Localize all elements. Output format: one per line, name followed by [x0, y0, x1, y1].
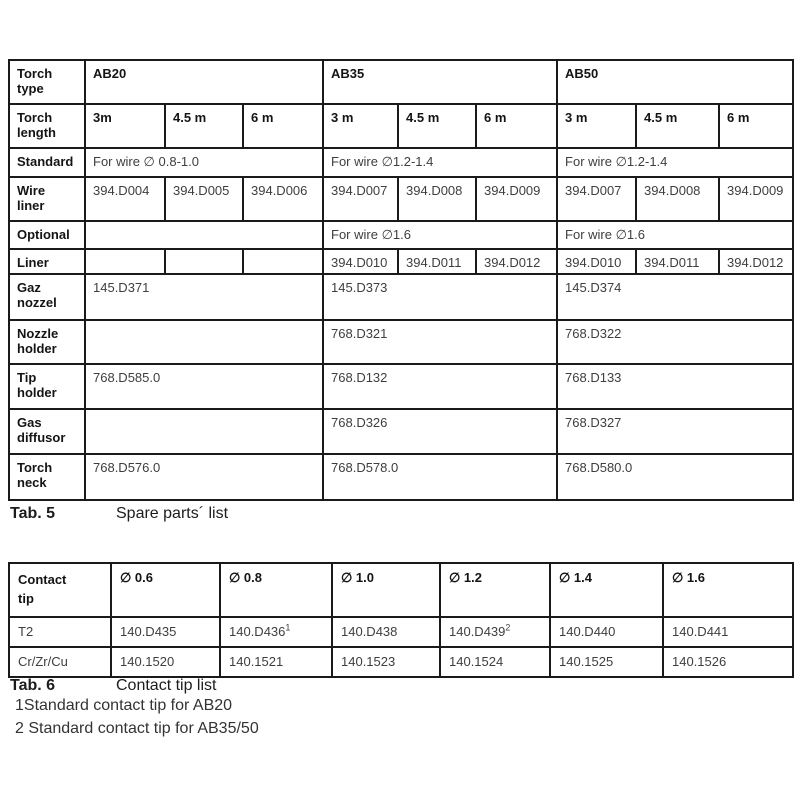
- contact-tip-cell: 140.1526: [663, 647, 793, 677]
- row-label-torch-length: [9, 104, 85, 148]
- optional-wire-ab35: For wire ∅1.6: [323, 221, 557, 249]
- row-t2: [9, 617, 793, 647]
- footnote-1: 1Standard contact tip for AB20: [15, 697, 233, 714]
- torch-length-cell: 4.5 m: [165, 104, 243, 148]
- standard-wire-ab50: For wire ∅1.2-1.4: [557, 148, 793, 177]
- torch-type-ab35: AB35: [323, 60, 557, 104]
- diameter-header: ∅ 1.0: [332, 563, 440, 617]
- row-gaz-nozzel: [9, 274, 793, 320]
- contact-tip-cell: [220, 617, 332, 647]
- part-number: 140.D435: [120, 624, 177, 639]
- optional-wire-ab20: [85, 221, 323, 249]
- table6-caption-label: Tab. 6: [10, 677, 56, 694]
- row-label-torch-neck: [9, 454, 85, 500]
- contact-tip-cell: [440, 617, 550, 647]
- spare-parts-table: [8, 59, 794, 501]
- row-label-text: Torch type: [17, 66, 53, 96]
- wire-liner-cell: 394.D006: [243, 177, 323, 221]
- contact-tip-cell: 140.1520: [111, 647, 220, 677]
- contact-tip-cell: 140.1524: [440, 647, 550, 677]
- contact-tip-cell: 140.1521: [220, 647, 332, 677]
- torch-neck-ab35: 768.D578.0: [323, 454, 557, 500]
- torch-length-cell: 4.5 m: [398, 104, 476, 148]
- nozzle-holder-ab35: 768.D321: [323, 320, 557, 364]
- standard-wire-ab35: For wire ∅1.2-1.4: [323, 148, 557, 177]
- table5-caption-label: Tab. 5: [10, 505, 56, 522]
- row-standard: [9, 148, 793, 177]
- torch-type-ab50: AB50: [557, 60, 793, 104]
- nozzle-holder-ab50: 768.D322: [557, 320, 793, 364]
- part-number: 140.D440: [559, 624, 616, 639]
- contact-tip-header-row: [9, 563, 793, 617]
- material-label-cr-zr-cu: Cr/Zr/Cu: [9, 647, 111, 677]
- diameter-header: ∅ 1.4: [550, 563, 663, 617]
- standard-wire-ab20: For wire ∅ 0.8-1.0: [85, 148, 323, 177]
- nozzle-holder-ab20: [85, 320, 323, 364]
- row-label-text: Standard: [17, 154, 74, 169]
- row-torch-type: [9, 60, 793, 104]
- gas-diffusor-ab35: 768.D326: [323, 409, 557, 454]
- contact-tip-cell: [663, 617, 793, 647]
- part-number: 140.D441: [672, 624, 729, 639]
- row-label-text: Torch length: [17, 110, 56, 140]
- row-label-gas-diffusor: [9, 409, 85, 454]
- torch-length-cell: 6 m: [476, 104, 557, 148]
- row-torch-length: [9, 104, 793, 148]
- row-cr-zr-cu: [9, 647, 793, 677]
- row-label-text: Nozzle holder: [17, 326, 59, 356]
- contact-tip-cell: 140.1523: [332, 647, 440, 677]
- row-label-text: Wire liner: [17, 183, 46, 213]
- table6-caption-text: Contact tip list: [116, 677, 217, 694]
- torch-length-cell: 3 m: [323, 104, 398, 148]
- row-label-standard: [9, 148, 85, 177]
- liner-cell: 394.D011: [636, 249, 719, 274]
- liner-cell: [165, 249, 243, 274]
- row-optional: [9, 221, 793, 249]
- wire-liner-cell: 394.D005: [165, 177, 243, 221]
- liner-cell: 394.D010: [323, 249, 398, 274]
- torch-length-cell: 4.5 m: [636, 104, 719, 148]
- liner-cell: 394.D010: [557, 249, 636, 274]
- corner-label-text: Contact tip: [18, 572, 67, 606]
- row-label-text: Liner: [17, 255, 49, 270]
- footnote-2: 2 Standard contact tip for AB35/50: [15, 720, 259, 737]
- row-label-text: Optional: [17, 227, 70, 242]
- gas-diffusor-ab20: [85, 409, 323, 454]
- row-label-gaz-nozzel: [9, 274, 85, 320]
- row-label-tip-holder: [9, 364, 85, 409]
- diameter-header: ∅ 0.8: [220, 563, 332, 617]
- diameter-header: ∅ 1.2: [440, 563, 550, 617]
- row-label-optional: [9, 221, 85, 249]
- contact-tip-cell: [111, 617, 220, 647]
- row-nozzle-holder: [9, 320, 793, 364]
- table5-caption: [10, 505, 228, 523]
- wire-liner-cell: 394.D009: [476, 177, 557, 221]
- liner-cell: 394.D011: [398, 249, 476, 274]
- contact-tip-table: [8, 562, 794, 678]
- torch-type-ab20: AB20: [85, 60, 323, 104]
- row-label-text: Gaz nozzel: [17, 280, 57, 310]
- row-label-text: Tip holder: [17, 370, 57, 400]
- torch-length-cell: 6 m: [719, 104, 793, 148]
- row-gas-diffusor: [9, 409, 793, 454]
- row-label-liner: [9, 249, 85, 274]
- footnote-ref: 1: [285, 622, 291, 633]
- wire-liner-cell: 394.D008: [636, 177, 719, 221]
- row-label-wire-liner: [9, 177, 85, 221]
- contact-tip-cell: [550, 617, 663, 647]
- torch-neck-ab20: 768.D576.0: [85, 454, 323, 500]
- contact-tip-cell: [332, 617, 440, 647]
- tip-holder-ab20: 768.D585.0: [85, 364, 323, 409]
- gaz-nozzel-ab20: 145.D371: [85, 274, 323, 320]
- row-label-torch-type: [9, 60, 85, 104]
- torch-neck-ab50: 768.D580.0: [557, 454, 793, 500]
- contact-tip-cell: 140.1525: [550, 647, 663, 677]
- gas-diffusor-ab50: 768.D327: [557, 409, 793, 454]
- row-liner: [9, 249, 793, 274]
- row-tip-holder: [9, 364, 793, 409]
- part-number: 140.D436: [229, 624, 286, 639]
- torch-length-cell: 6 m: [243, 104, 323, 148]
- row-label-text: Torch neck: [17, 460, 53, 490]
- gaz-nozzel-ab35: 145.D373: [323, 274, 557, 320]
- footnotes: [15, 696, 259, 739]
- contact-tip-corner-label: [9, 563, 111, 617]
- table5-caption-text: Spare parts´ list: [116, 505, 229, 522]
- wire-liner-cell: 394.D004: [85, 177, 165, 221]
- liner-cell: [85, 249, 165, 274]
- tip-holder-ab35: 768.D132: [323, 364, 557, 409]
- wire-liner-cell: 394.D007: [323, 177, 398, 221]
- row-wire-liner: [9, 177, 793, 221]
- diameter-header: ∅ 0.6: [111, 563, 220, 617]
- wire-liner-cell: 394.D007: [557, 177, 636, 221]
- tip-holder-ab50: 768.D133: [557, 364, 793, 409]
- liner-cell: 394.D012: [719, 249, 793, 274]
- liner-cell: 394.D012: [476, 249, 557, 274]
- wire-liner-cell: 394.D008: [398, 177, 476, 221]
- table6-caption: [10, 677, 216, 695]
- wire-liner-cell: 394.D009: [719, 177, 793, 221]
- part-number: 140.D438: [341, 624, 398, 639]
- row-torch-neck: [9, 454, 793, 500]
- gaz-nozzel-ab50: 145.D374: [557, 274, 793, 320]
- row-label-text: Gas diffusor: [17, 415, 66, 445]
- torch-length-cell: 3 m: [557, 104, 636, 148]
- diameter-header: ∅ 1.6: [663, 563, 793, 617]
- part-number: 140.D439: [449, 624, 506, 639]
- material-label-t2: T2: [9, 617, 111, 647]
- row-label-nozzle-holder: [9, 320, 85, 364]
- optional-wire-ab50: For wire ∅1.6: [557, 221, 793, 249]
- footnote-ref: 2: [505, 622, 511, 633]
- liner-cell: [243, 249, 323, 274]
- torch-length-cell: 3m: [85, 104, 165, 148]
